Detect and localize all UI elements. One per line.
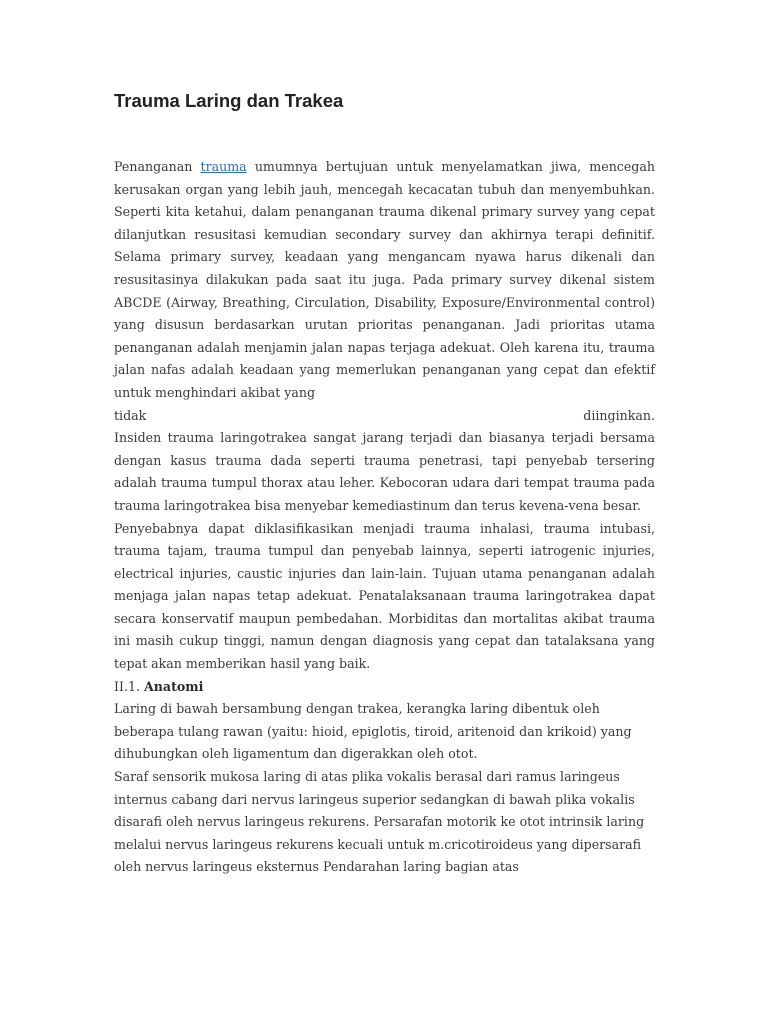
paragraph-causes: Penyebabnya dapat diklasifikasikan menjadi trauma inhalasi, trauma intubasi, trauma tajam, trauma tumpul dan penyebab lainnya, seperti iatrogenic injuries, electrical injuries, caustic injuries dan lain-lain. Tujuan utama penanganan adalah menjaga jalan napas tetap adekuat. Penatalaksanaan trauma laringotrakea dapat secara konservatif maupun pembedahan. Morbiditas dan mortalitas akibat trauma ini masih cukup tinggi, namun dengan diagnosis yang cepat dan tatalaksana yang tepat akan memberikan hasil yang baik. <box>114 520 655 672</box>
section-heading-anatomy <box>114 676 655 699</box>
paragraph-incidence: Insiden trauma laringotrakea sangat jarang terjadi dan biasanya terjadi bersama dengan kasus trauma dada seperti trauma penetrasi, tapi penyebab tersering adalah trauma tumpul thorax atau leher. Kebocoran udara dari tempat trauma pada trauma laringotrakea bisa menyebar kemediastinum dan terus kevena-vena besar. <box>114 430 655 513</box>
document-page <box>114 88 655 879</box>
paragraph-anatomy-nerves: Saraf sensorik mukosa laring di atas plika vokalis berasal dari ramus laringeus internus cabang dari nervus laringeus superior sedangkan di bawah plika vokalis disarafi oleh nervus laringeus rekurens. Persarafan motorik ke otot intrinsik laring melalui nervus laringeus rekurens kecuali untuk m.cricotiroideus yang dipersarafi oleh nervus laringeus eksternus Pendarahan laring bagian atas <box>114 769 645 875</box>
paragraph-anatomy-larynx: Laring di bawah bersambung dengan trakea, kerangka laring dibentuk oleh beberapa tulang rawan (yaitu: hioid, epiglotis, tiroid, aritenoid dan krikoid) yang dihubungkan oleh ligamentum dan digerakkan oleh otot. <box>114 701 632 762</box>
intro-paragraph <box>114 156 655 405</box>
intro-text-start: Penanganan <box>114 159 201 174</box>
section-title: Anatomi <box>143 678 204 694</box>
page-title: Trauma Laring dan Trakea <box>114 90 344 111</box>
intro-text-rest: umumnya bertujuan untuk menyelamatkan jiwa, mencegah kerusakan organ yang lebih jauh, mencegah kecacatan tubuh dan menyembuhkan. Seperti kita ketahui, dalam penanganan trauma dikenal primary survey yang cepat dilanjutkan resusitasi kemudian secondary survey dan akhirnya terapi definitif. Selama primary survey, keadaan yang mengancam nyawa harus dikenali dan resusitasinya dilakukan pada saat itu juga. Pada primary survey dikenal sistem ABCDE (Airway, Breathing, Circulation, Disability, Exposure/Environmental control) yang disusun berdasarkan urutan prioritas penanganan. Jadi prioritas utama penanganan adalah menjamin jalan napas terjaga adekuat. Oleh karena itu, trauma jalan nafas adalah keadaan yang memerlukan penanganan yang cepat dan efektif untuk menghindari akibat yang <box>114 159 655 400</box>
trauma-link[interactable]: trauma <box>200 159 247 174</box>
intro-last-line: tidak diinginkan. <box>114 407 655 423</box>
section-number: II.1. <box>114 678 140 694</box>
